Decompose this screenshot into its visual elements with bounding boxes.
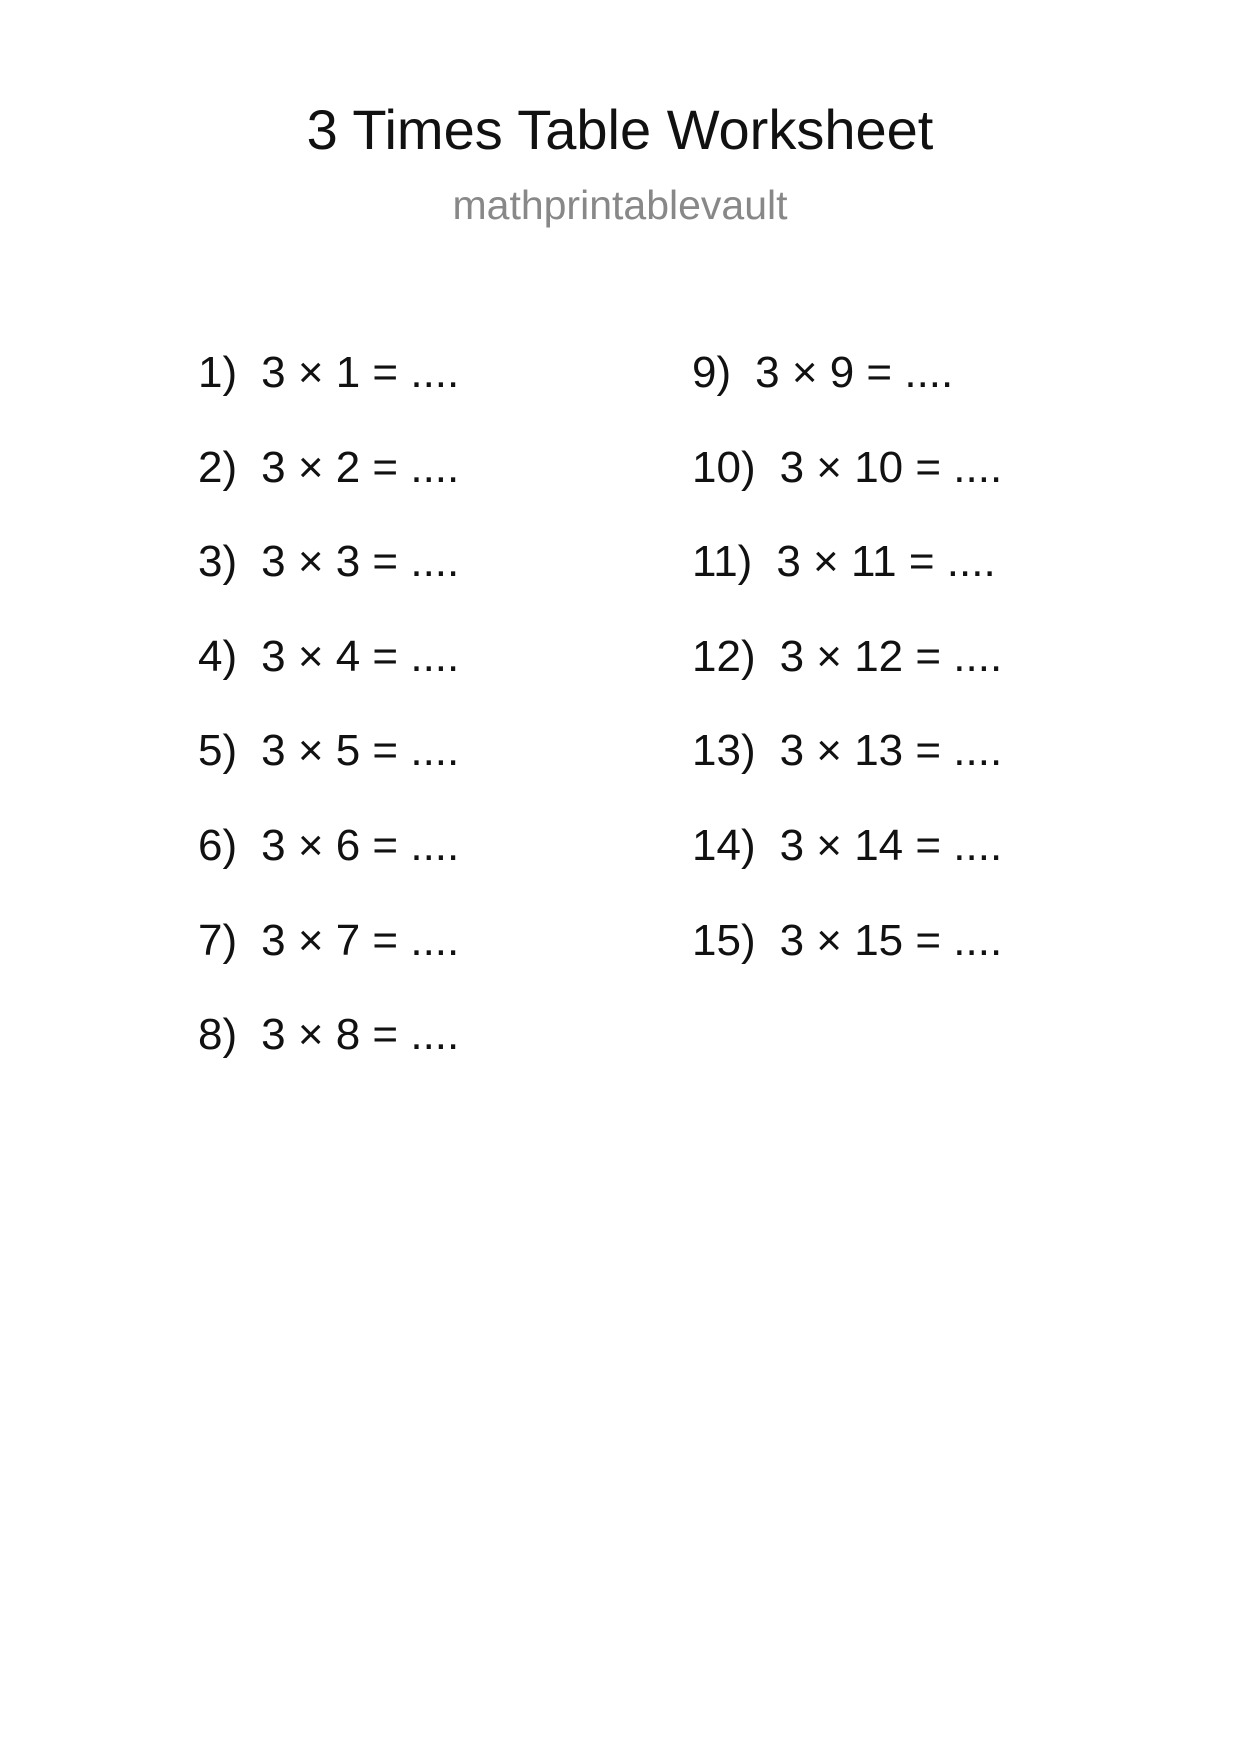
problem-item <box>198 725 459 820</box>
problems-column-right <box>692 347 1002 1009</box>
problem-item <box>198 820 459 915</box>
problem-number: 7) <box>198 915 238 965</box>
problem-item <box>198 442 459 537</box>
problem-expression: 3 × 3 = .... <box>261 537 460 587</box>
problem-expression: 3 × 9 = .... <box>755 348 954 397</box>
problem-number: 8) <box>198 1010 238 1060</box>
problem-number: 2) <box>198 442 238 492</box>
problem-expression: 3 × 5 = .... <box>261 726 460 776</box>
problem-number: 9) <box>692 348 732 397</box>
problem-expression: 3 × 8 = .... <box>261 1010 460 1060</box>
problem-number: 4) <box>198 631 238 681</box>
problem-number: 5) <box>198 726 238 776</box>
problem-expression: 3 × 6 = .... <box>261 820 460 870</box>
problem-item <box>692 915 1002 1010</box>
problem-number: 10) <box>692 442 756 492</box>
problem-number: 3) <box>198 537 238 587</box>
problem-number: 14) <box>692 820 756 870</box>
problem-item <box>692 631 1002 726</box>
problem-expression: 3 × 14 = .... <box>779 820 1003 870</box>
problem-number: 12) <box>692 631 756 681</box>
problem-expression: 3 × 12 = .... <box>779 631 1003 681</box>
problem-item <box>198 915 459 1010</box>
problem-item <box>692 725 1002 820</box>
problem-item <box>692 347 1002 442</box>
problem-expression: 3 × 7 = .... <box>261 915 460 965</box>
problem-item <box>198 1009 459 1104</box>
problem-number: 15) <box>692 915 756 965</box>
problem-expression: 3 × 4 = .... <box>261 631 460 681</box>
problem-expression: 3 × 13 = .... <box>779 726 1003 776</box>
problem-item <box>692 536 1002 631</box>
problem-expression: 3 × 10 = .... <box>779 442 1003 492</box>
problem-item <box>198 631 459 726</box>
problem-number: 13) <box>692 726 756 776</box>
problem-expression: 3 × 15 = .... <box>779 915 1003 965</box>
problem-expression: 3 × 11 = .... <box>776 537 996 587</box>
page-title: 3 Times Table Worksheet <box>306 98 934 161</box>
problems-column-left <box>198 347 459 1104</box>
page-subtitle: mathprintablevault <box>452 182 788 228</box>
problem-expression: 3 × 1 = .... <box>261 348 460 397</box>
problem-number: 11) <box>692 537 753 587</box>
problem-item <box>198 347 459 442</box>
problem-expression: 3 × 2 = .... <box>261 442 460 492</box>
problem-item <box>692 820 1002 915</box>
problem-number: 1) <box>198 348 238 397</box>
problem-number: 6) <box>198 820 238 870</box>
problem-item <box>692 442 1002 537</box>
problem-item <box>198 536 459 631</box>
